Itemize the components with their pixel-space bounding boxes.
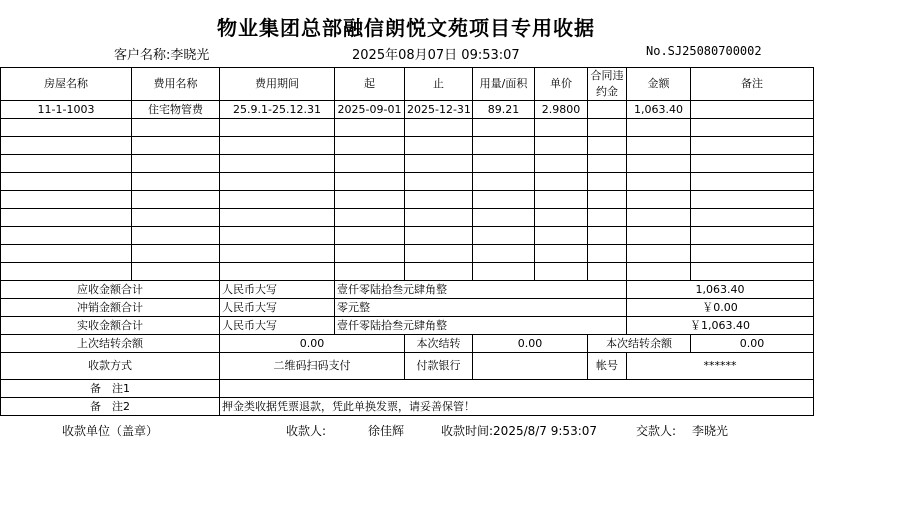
receipt-datetime: 2025年08月07日 09:53:07: [352, 48, 520, 63]
footer-payee: 徐佳辉: [368, 424, 405, 438]
header-end: 止: [405, 68, 473, 101]
cell-usage: 89.21: [473, 101, 535, 119]
offset-rmb-label: 人民币大写: [220, 299, 335, 317]
received-rmb-label: 人民币大写: [220, 317, 335, 335]
empty-row: [1, 227, 814, 245]
header-amount: 金额: [627, 68, 691, 101]
cell-end: 2025-12-31: [405, 101, 473, 119]
cell-room: 11-1-1003: [1, 101, 132, 119]
header-period: 费用期间: [220, 68, 335, 101]
cell-remark: [691, 101, 814, 119]
cell-penalty: [588, 101, 627, 119]
empty-row: [1, 155, 814, 173]
bank-value: [473, 353, 588, 380]
empty-row: [1, 191, 814, 209]
prev-balance-label: 上次结转余额: [1, 335, 220, 353]
empty-row: [1, 263, 814, 281]
note1-value: [220, 380, 814, 398]
cell-start: 2025-09-01: [335, 101, 405, 119]
customer-name: 客户名称:李晓光: [114, 48, 210, 63]
footer-payer-label: 交款人:: [636, 424, 677, 438]
footer-payer: 李晓光: [692, 424, 729, 438]
empty-row: [1, 137, 814, 155]
empty-row: [1, 173, 814, 191]
payment-row: [1, 353, 814, 380]
note1-row: [1, 380, 814, 398]
pay-method-label: 收款方式: [1, 353, 220, 380]
bank-label: 付款银行: [405, 353, 473, 380]
header-fee-name: 费用名称: [132, 68, 220, 101]
empty-row: [1, 209, 814, 227]
footer-time: 收款时间:2025/8/7 9:53:07: [441, 424, 598, 438]
received-total-row: [1, 317, 814, 335]
this-balance-label: 本次结转余额: [588, 335, 691, 353]
header-usage: 用量/面积: [473, 68, 535, 101]
footer-payee-label: 收款人:: [286, 424, 327, 438]
note2-row: [1, 398, 814, 416]
received-label: 实收金额合计: [1, 317, 220, 335]
receivable-label: 应收金额合计: [1, 281, 220, 299]
this-balance-value: 0.00: [691, 335, 814, 353]
empty-row: [1, 245, 814, 263]
receivable-amount: 1,063.40: [627, 281, 814, 299]
footer-unit: 收款单位（盖章）: [62, 424, 159, 438]
receivable-total-row: [1, 281, 814, 299]
note1-label: 备 注1: [1, 380, 220, 398]
receipt-number: No.SJ25080700002: [646, 44, 762, 58]
cell-period: 25.9.1-25.12.31: [220, 101, 335, 119]
offset-label: 冲销金额合计: [1, 299, 220, 317]
empty-row: [1, 119, 814, 137]
header-start: 起: [335, 68, 405, 101]
receivable-rmb-label: 人民币大写: [220, 281, 335, 299]
header-penalty-line2: 约金: [596, 85, 618, 98]
note2-value: 押金类收据凭票退款，凭此单换发票，请妥善保管！: [220, 398, 814, 416]
offset-total-row: [1, 299, 814, 317]
header-room: 房屋名称: [1, 68, 132, 101]
offset-words: 零元整: [335, 299, 627, 317]
this-carry-label: 本次结转: [405, 335, 473, 353]
cell-fee-name: 住宅物管费: [132, 101, 220, 119]
receipt-title: 物业集团总部融信朗悦文苑项目专用收据: [217, 16, 595, 40]
this-carry-value: 0.00: [473, 335, 588, 353]
receipt-table: [0, 67, 814, 416]
table-row: [1, 101, 814, 119]
receivable-words: 壹仟零陆拾叁元肆角整: [335, 281, 627, 299]
header-row: [1, 68, 814, 101]
cell-amount: 1,063.40: [627, 101, 691, 119]
pay-method-value: 二维码扫码支付: [220, 353, 405, 380]
header-penalty: [588, 68, 627, 101]
cell-price: 2.9800: [535, 101, 588, 119]
header-price: 单价: [535, 68, 588, 101]
account-label: 帐号: [588, 353, 627, 380]
received-amount: ￥1,063.40: [627, 317, 814, 335]
received-words: 壹仟零陆拾叁元肆角整: [335, 317, 627, 335]
header-penalty-line1: 合同违: [590, 69, 624, 82]
prev-balance-value: 0.00: [220, 335, 405, 353]
note2-label: 备 注2: [1, 398, 220, 416]
header-remark: 备注: [691, 68, 814, 101]
balance-row: [1, 335, 814, 353]
account-value: ******: [627, 353, 814, 380]
offset-amount: ￥0.00: [627, 299, 814, 317]
